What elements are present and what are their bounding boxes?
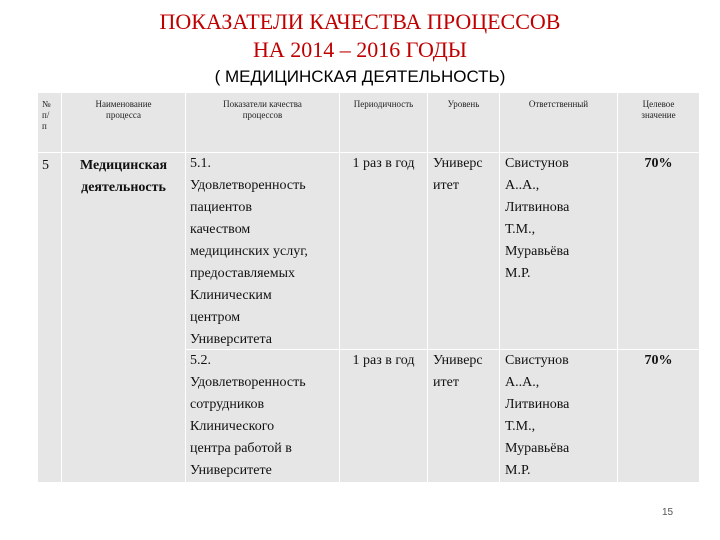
target-5-2: 70%	[618, 350, 700, 483]
responsible-line: А..А.,	[505, 375, 540, 390]
indicator-line: Клинического	[190, 419, 275, 434]
row-number: 5	[38, 153, 62, 483]
header-indicators-line: Показатели качества	[223, 99, 302, 109]
header-process-line: процесса	[106, 110, 141, 120]
indicator-line: центра работой в	[190, 441, 292, 456]
responsible-line: Т.М.,	[505, 419, 536, 434]
page-subtitle: ( МЕДИЦИНСКАЯ ДЕЯТЕЛЬНОСТЬ)	[214, 67, 506, 86]
header-target-line: значение	[641, 110, 676, 120]
process-name	[62, 153, 186, 483]
responsible-line: Литвинова	[505, 200, 570, 215]
header-process	[62, 93, 186, 153]
header-num-line: №	[42, 99, 51, 109]
indicator-line: сотрудников	[190, 397, 265, 412]
responsible-line: Муравьёва	[505, 441, 570, 456]
indicator-5-2	[186, 350, 340, 483]
indicator-line: центром	[190, 310, 241, 325]
indicator-line: Университете	[190, 463, 272, 478]
indicator-line: Клиническим	[190, 288, 272, 303]
responsible-line: М.Р.	[505, 266, 531, 281]
header-target	[618, 93, 700, 153]
header-process-line: Наименование	[95, 99, 152, 109]
responsible-5-1	[500, 153, 618, 350]
indicator-line: качеством	[190, 222, 251, 237]
header-target-line: Целевое	[642, 99, 675, 109]
table-row	[38, 153, 700, 350]
header-num-line: п	[42, 121, 47, 131]
responsible-line: А..А.,	[505, 178, 540, 193]
periodicity-5-1: 1 раз в год	[340, 153, 428, 350]
responsible-line: Литвинова	[505, 397, 570, 412]
indicator-line: пациентов	[190, 200, 252, 215]
table-header-row	[38, 93, 700, 153]
header-indicators-line: процессов	[242, 110, 283, 120]
quality-indicators-table	[37, 92, 700, 483]
indicator-line: 5.2.	[190, 353, 211, 368]
responsible-line: Муравьёва	[505, 244, 570, 259]
indicator-line: Университета	[190, 332, 272, 347]
header-level: Уровень	[428, 93, 500, 153]
header-num	[38, 93, 62, 153]
level-line: Универс	[433, 156, 483, 171]
responsible-line: Свистунов	[505, 156, 569, 171]
indicator-line: предоставляемых	[190, 266, 296, 281]
level-5-1	[428, 153, 500, 350]
process-name-line: Медицинская	[79, 158, 168, 173]
level-line: итет	[433, 375, 459, 390]
responsible-5-2	[500, 350, 618, 483]
indicator-line: медицинских услуг,	[190, 244, 308, 259]
header-indicators	[186, 93, 340, 153]
header-responsible: Ответственный	[500, 93, 618, 153]
page-number: 15	[662, 507, 674, 518]
responsible-line: Т.М.,	[505, 222, 536, 237]
indicator-line: 5.1.	[190, 156, 211, 171]
indicator-line: Удовлетворенность	[190, 178, 306, 193]
target-5-1: 70%	[618, 153, 700, 350]
header-periodicity: Периодичность	[340, 93, 428, 153]
level-line: Универс	[433, 353, 483, 368]
process-name-line: деятельность	[81, 180, 166, 195]
periodicity-5-2: 1 раз в год	[340, 350, 428, 483]
indicator-line: Удовлетворенность	[190, 375, 306, 390]
page-title-line-2: НА 2014 – 2016 ГОДЫ	[253, 37, 467, 62]
level-line: итет	[433, 178, 459, 193]
indicator-5-1	[186, 153, 340, 350]
responsible-line: Свистунов	[505, 353, 569, 368]
responsible-line: М.Р.	[505, 463, 531, 478]
header-num-line: п/	[42, 110, 50, 120]
level-5-2	[428, 350, 500, 483]
page-title-line-1: ПОКАЗАТЕЛИ КАЧЕСТВА ПРОЦЕССОВ	[159, 9, 561, 34]
